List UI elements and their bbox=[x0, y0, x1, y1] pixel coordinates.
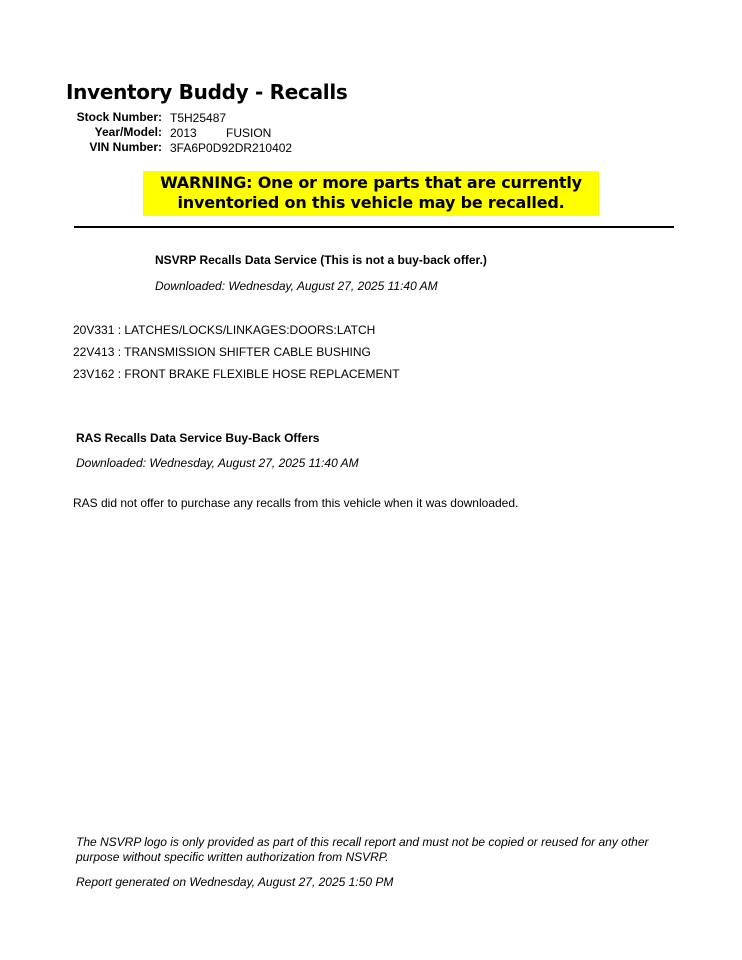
recall-list-item: 22V413 : TRANSMISSION SHIFTER CABLE BUSHING bbox=[73, 345, 371, 359]
stock-number-label: Stock Number: bbox=[76, 110, 162, 124]
model-value: FUSION bbox=[226, 126, 272, 140]
year-model-label: Year/Model: bbox=[94, 125, 162, 139]
ras-no-offer-message: RAS did not offer to purchase any recalls from this vehicle when it was downloaded. bbox=[73, 496, 519, 510]
year-value: 2013 bbox=[170, 126, 197, 140]
nsvrp-heading: NSVRP Recalls Data Service (This is not a buy-back offer.) bbox=[155, 253, 487, 267]
warning-line-1: WARNING: One or more parts that are currently bbox=[160, 173, 582, 192]
nsvrp-downloaded-timestamp: Downloaded: Wednesday, August 27, 2025 11:40 AM bbox=[155, 279, 438, 293]
warning-line-2: inventoried on this vehicle may be recalled. bbox=[177, 193, 565, 212]
recall-list-item: 20V331 : LATCHES/LOCKS/LINKAGES:DOORS:LATCH bbox=[73, 323, 376, 337]
stock-number-value: T5H25487 bbox=[170, 111, 227, 125]
vin-number-label: VIN Number: bbox=[89, 140, 162, 154]
ras-heading: RAS Recalls Data Service Buy-Back Offers bbox=[76, 431, 320, 445]
recall-warning-banner bbox=[143, 171, 599, 216]
ras-downloaded-timestamp: Downloaded: Wednesday, August 27, 2025 11:40 AM bbox=[76, 456, 359, 470]
vin-number-value: 3FA6P0D92DR210402 bbox=[170, 141, 293, 155]
page-title: Inventory Buddy - Recalls bbox=[66, 80, 348, 104]
recall-list-item: 23V162 : FRONT BRAKE FLEXIBLE HOSE REPLACEMENT bbox=[73, 367, 400, 381]
nsvrp-logo-disclaimer: The NSVRP logo is only provided as part of this recall report and must not be copied or reused for any other purpose without specific written authorization from NSVRP. bbox=[76, 835, 649, 864]
report-generated-timestamp: Report generated on Wednesday, August 27, 2025 1:50 PM bbox=[76, 875, 394, 889]
section-divider bbox=[74, 226, 674, 228]
